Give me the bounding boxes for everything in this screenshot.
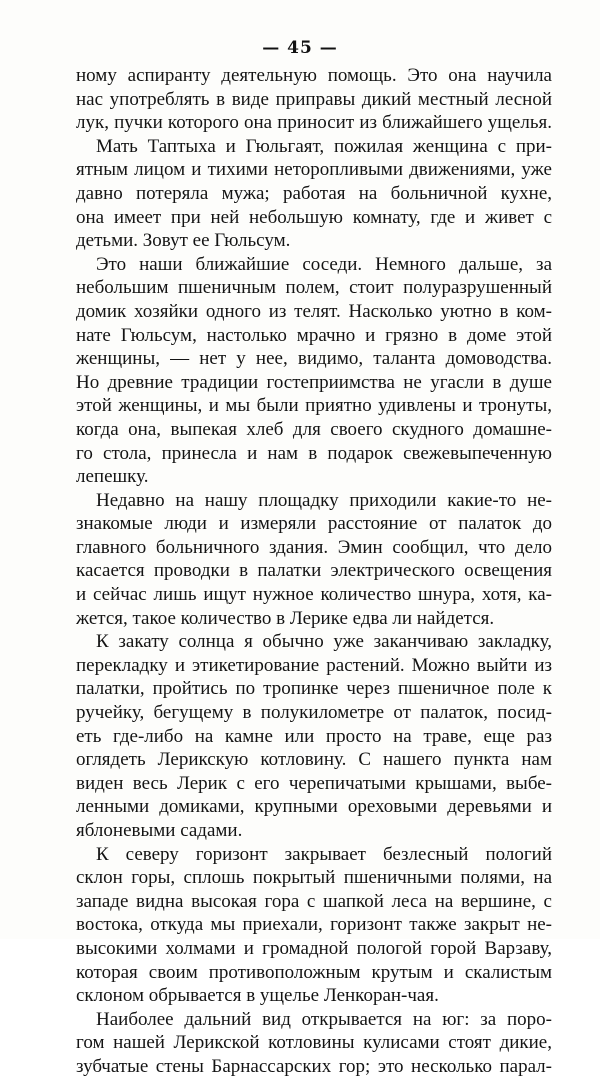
text-line: домик хозяйки одного из телят. Насколько уютно в ком-: [76, 300, 552, 322]
paragraph: [76, 489, 552, 631]
paragraph: [76, 64, 552, 135]
paragraph: [76, 135, 552, 253]
paragraph: [76, 630, 552, 842]
text-line: востока, откуда мы приехали, горизонт также закрыт не-: [76, 914, 552, 936]
text-line: К северу горизонт закрывает безлесный пологий: [96, 843, 552, 865]
paragraph: [76, 253, 552, 489]
text-line: Это наши ближайшие соседи. Немного дальше, за: [96, 253, 552, 275]
paragraph: [76, 843, 552, 1008]
text-line: яблоневыми садами.: [76, 820, 243, 841]
text-line: склон горы, сплошь покрытый пшеничными полями, на: [76, 867, 552, 889]
text-line: Мать Таптыха и Гюльгаят, пожилая женщина с при-: [96, 135, 552, 157]
text-line: зубчатые стены Барнассарских гор; это несколько парал-: [76, 1055, 552, 1077]
text-line: лук, пучки которого она приносит из ближайшего ущелья.: [76, 112, 552, 134]
text-line: Недавно на нашу площадку приходили какие-то не-: [96, 489, 552, 511]
text-line: ятным лицом и тихими неторопливыми движениями, уже: [76, 159, 552, 181]
text-line: лепешку.: [76, 466, 149, 488]
text-line: гом нашей Лерикской котловины кулисами стоят дикие,: [76, 1032, 552, 1054]
text-line: палатки, пройтись по тропинке через пшеничное поле к: [76, 678, 552, 700]
text-line: нас употреблять в виде приправы дикий местный лесной: [76, 88, 552, 110]
text-line: ленными домиками, крупными ореховыми деревьями и: [76, 796, 552, 818]
text-line: она имеет при ней небольшую комнату, где и живет с: [76, 206, 552, 228]
text-line: главного больничного здания. Эмин сообщил, что дело: [76, 536, 552, 558]
text-line: детьми. Зовут ее Гюльсум.: [76, 230, 291, 252]
text-line: Наиболее дальний вид открывается на юг: за поро-: [96, 1008, 552, 1030]
text-line: ному аспиранту деятельную помощь. Это она научила: [76, 65, 552, 86]
text-line: перекладку и этикетирование растений. Можно выйти из: [76, 654, 552, 676]
text-line: го стола, принесла и нам в подарок свежевыпеченную: [76, 442, 552, 464]
text-line: жется, такое количество в Лерике едва ли найдется.: [76, 607, 495, 629]
text-line: склоном обрывается в ущелье Ленкоран-чая.: [76, 985, 439, 1007]
text-line: оглядеть Лерикскую котловину. С нашего пункта нам: [76, 749, 552, 771]
text-line: Но древние традиции гостеприимства не угасли в душе: [76, 371, 552, 393]
page-number: — 45 —: [262, 38, 338, 58]
text-line: высокими холмами и громадной пологой горой Варзаву,: [76, 937, 552, 959]
text-line: и сейчас лишь ищут нужное количество шнура, хотя, ка-: [76, 584, 552, 606]
text-line: К закату солнца я обычно уже заканчиваю закладку,: [96, 631, 552, 653]
text-line: ручейку, бегущему в полукилометре от палаток, посид-: [76, 702, 552, 724]
text-line: виден весь Лерик с его черепичатыми крышами, выбе-: [76, 772, 552, 794]
text-line: касается проводки в палатки электрического освещения: [76, 560, 552, 582]
text-line: знакомые люди и измеряли расстояние от палаток до: [76, 513, 552, 535]
text-line: которая своим противоположным крутым и скалистым: [76, 961, 552, 983]
body-text: [76, 64, 552, 1079]
text-line: когда она, выпекая хлеб для своего скудного домашне-: [76, 418, 552, 440]
text-line: этой женщины, и мы были приятно удивлены и тронуты,: [76, 395, 552, 417]
text-line: небольшим пшеничным полем, стоит полуразрушенный: [76, 277, 552, 299]
text-line: давно потеряла мужа; работая на больничной кухне,: [76, 182, 552, 204]
paragraph: [76, 1008, 552, 1079]
text-line: еть где-либо на камне или просто на траве, еще раз: [76, 725, 552, 747]
text-line: западе видна высокая гора с шапкой леса на вершине, с: [76, 890, 552, 912]
text-line: нате Гюльсум, настолько мрачно и грязно в доме этой: [76, 324, 552, 346]
text-line: женщины, — нет у нее, видимо, таланта домоводства.: [76, 348, 552, 370]
